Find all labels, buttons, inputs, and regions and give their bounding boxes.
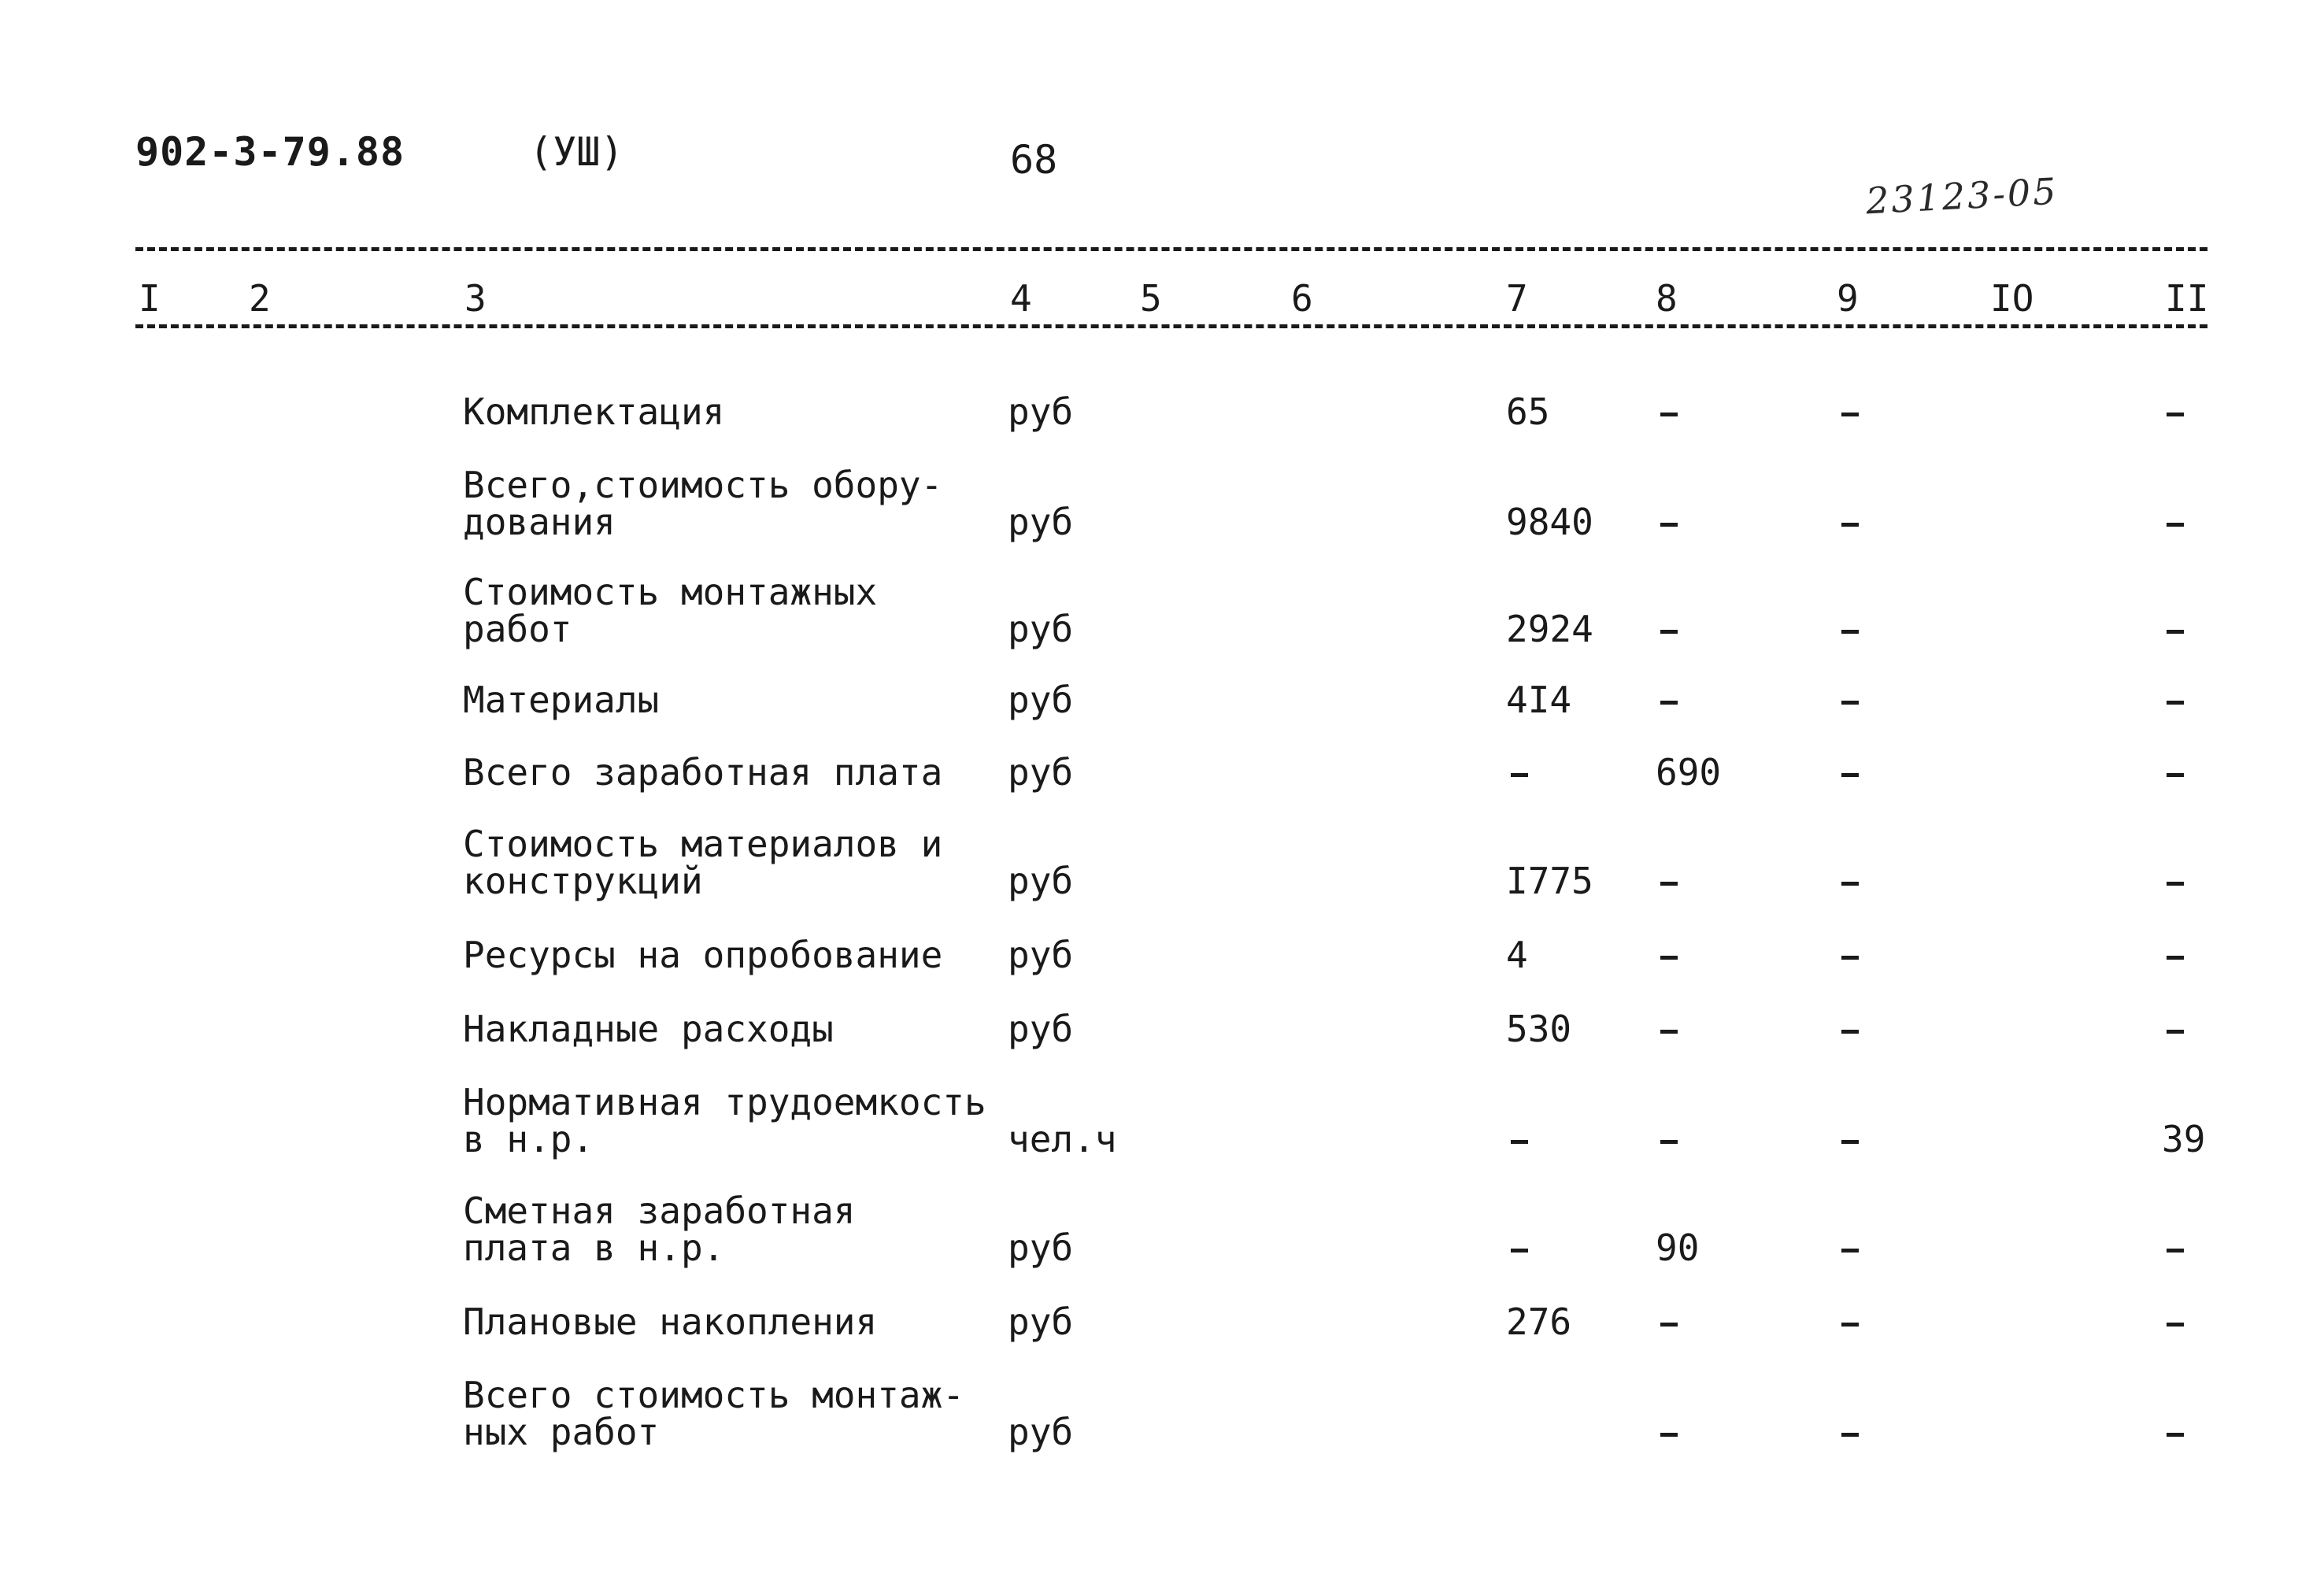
row-c7-dash <box>1511 1249 1528 1253</box>
column-number-6: 6 <box>1291 277 1313 320</box>
row-unit: руб <box>1008 1227 1074 1269</box>
row-c8-dash <box>1660 413 1678 416</box>
row-c9-dash <box>1841 956 1859 960</box>
row-label: Нормативная трудоемкость в н.р. <box>463 1081 986 1160</box>
row-c8-value: 690 <box>1656 751 1722 794</box>
row-unit: руб <box>1008 608 1074 650</box>
row-c7-dash <box>1511 773 1528 777</box>
row-c11-dash <box>2167 1323 2184 1327</box>
row-unit: чел.ч <box>1008 1118 1117 1160</box>
row-label: Накладные расходы <box>463 1008 834 1050</box>
row-c8-dash <box>1660 956 1678 960</box>
row-c8-dash <box>1660 1433 1678 1437</box>
row-unit: руб <box>1008 1411 1074 1453</box>
column-number-1: I <box>139 277 161 320</box>
row-label: Комплектация <box>463 390 725 433</box>
row-c11-dash <box>2167 1433 2184 1437</box>
row-unit: руб <box>1008 679 1074 721</box>
row-label: Материалы <box>463 679 660 721</box>
column-number-8: 8 <box>1656 277 1678 320</box>
row-c11-dash <box>2167 882 2184 886</box>
row-c9-dash <box>1841 882 1859 886</box>
row-c7-value: 4I4 <box>1506 679 1572 721</box>
row-c11-value: 39 <box>2162 1118 2206 1160</box>
row-c11-dash <box>2167 773 2184 777</box>
document-series: (УШ) <box>529 129 624 175</box>
row-c11-dash <box>2167 413 2184 416</box>
table-top-rule <box>135 247 2207 251</box>
row-unit: руб <box>1008 934 1074 976</box>
row-label: Всего заработная плата <box>463 751 943 794</box>
row-label: Всего,стоимость обору- дования <box>463 464 943 543</box>
row-c8-dash <box>1660 1323 1678 1327</box>
row-c8-dash <box>1660 882 1678 886</box>
column-number-2: 2 <box>249 277 271 320</box>
row-c7-value: 530 <box>1506 1008 1572 1050</box>
row-unit: руб <box>1008 751 1074 794</box>
column-number-10: IO <box>1990 277 2034 320</box>
row-c7-value: 9840 <box>1506 501 1593 543</box>
row-c8-dash <box>1660 1030 1678 1034</box>
archive-stamp: 23123-05 <box>1864 169 2059 223</box>
column-number-7: 7 <box>1506 277 1528 320</box>
row-c9-dash <box>1841 773 1859 777</box>
row-c9-dash <box>1841 630 1859 634</box>
row-c9-dash <box>1841 1140 1859 1144</box>
row-c9-dash <box>1841 523 1859 527</box>
page-number: 68 <box>1010 137 1058 183</box>
row-c8-dash <box>1660 701 1678 705</box>
row-c7-value: 2924 <box>1506 608 1593 650</box>
column-number-9: 9 <box>1837 277 1859 320</box>
row-label: Стоимость монтажных работ <box>463 571 878 650</box>
row-label: Ресурсы на опробование <box>463 934 943 976</box>
row-unit: руб <box>1008 501 1074 543</box>
row-c11-dash <box>2167 523 2184 527</box>
row-c9-dash <box>1841 1433 1859 1437</box>
row-c11-dash <box>2167 630 2184 634</box>
row-unit: руб <box>1008 860 1074 902</box>
row-c7-value: 65 <box>1506 390 1550 433</box>
row-c11-dash <box>2167 701 2184 705</box>
row-label: Плановые накопления <box>463 1301 878 1343</box>
row-c9-dash <box>1841 1323 1859 1327</box>
column-header-rule <box>135 324 2207 328</box>
column-number-11: II <box>2165 277 2209 320</box>
row-c11-dash <box>2167 956 2184 960</box>
row-c9-dash <box>1841 1249 1859 1253</box>
row-c7-value: I775 <box>1506 860 1593 902</box>
row-unit: руб <box>1008 1301 1074 1343</box>
row-label: Всего стоимость монтаж- ных работ <box>463 1374 964 1453</box>
row-c8-value: 90 <box>1656 1227 1700 1269</box>
row-c11-dash <box>2167 1030 2184 1034</box>
row-unit: руб <box>1008 390 1074 433</box>
row-c8-dash <box>1660 523 1678 527</box>
row-c9-dash <box>1841 413 1859 416</box>
row-label: Сметная заработная плата в н.р. <box>463 1190 856 1269</box>
column-number-4: 4 <box>1010 277 1032 320</box>
row-label: Стоимость материалов и конструкций <box>463 823 943 902</box>
row-c9-dash <box>1841 1030 1859 1034</box>
row-c11-dash <box>2167 1249 2184 1253</box>
column-number-3: 3 <box>464 277 487 320</box>
row-c7-dash <box>1511 1140 1528 1144</box>
row-c8-dash <box>1660 1140 1678 1144</box>
column-number-5: 5 <box>1140 277 1162 320</box>
row-c9-dash <box>1841 701 1859 705</box>
document-code: 902-3-79.88 <box>135 129 405 175</box>
row-c8-dash <box>1660 630 1678 634</box>
row-c7-value: 4 <box>1506 934 1528 976</box>
row-unit: руб <box>1008 1008 1074 1050</box>
row-c7-value: 276 <box>1506 1301 1572 1343</box>
